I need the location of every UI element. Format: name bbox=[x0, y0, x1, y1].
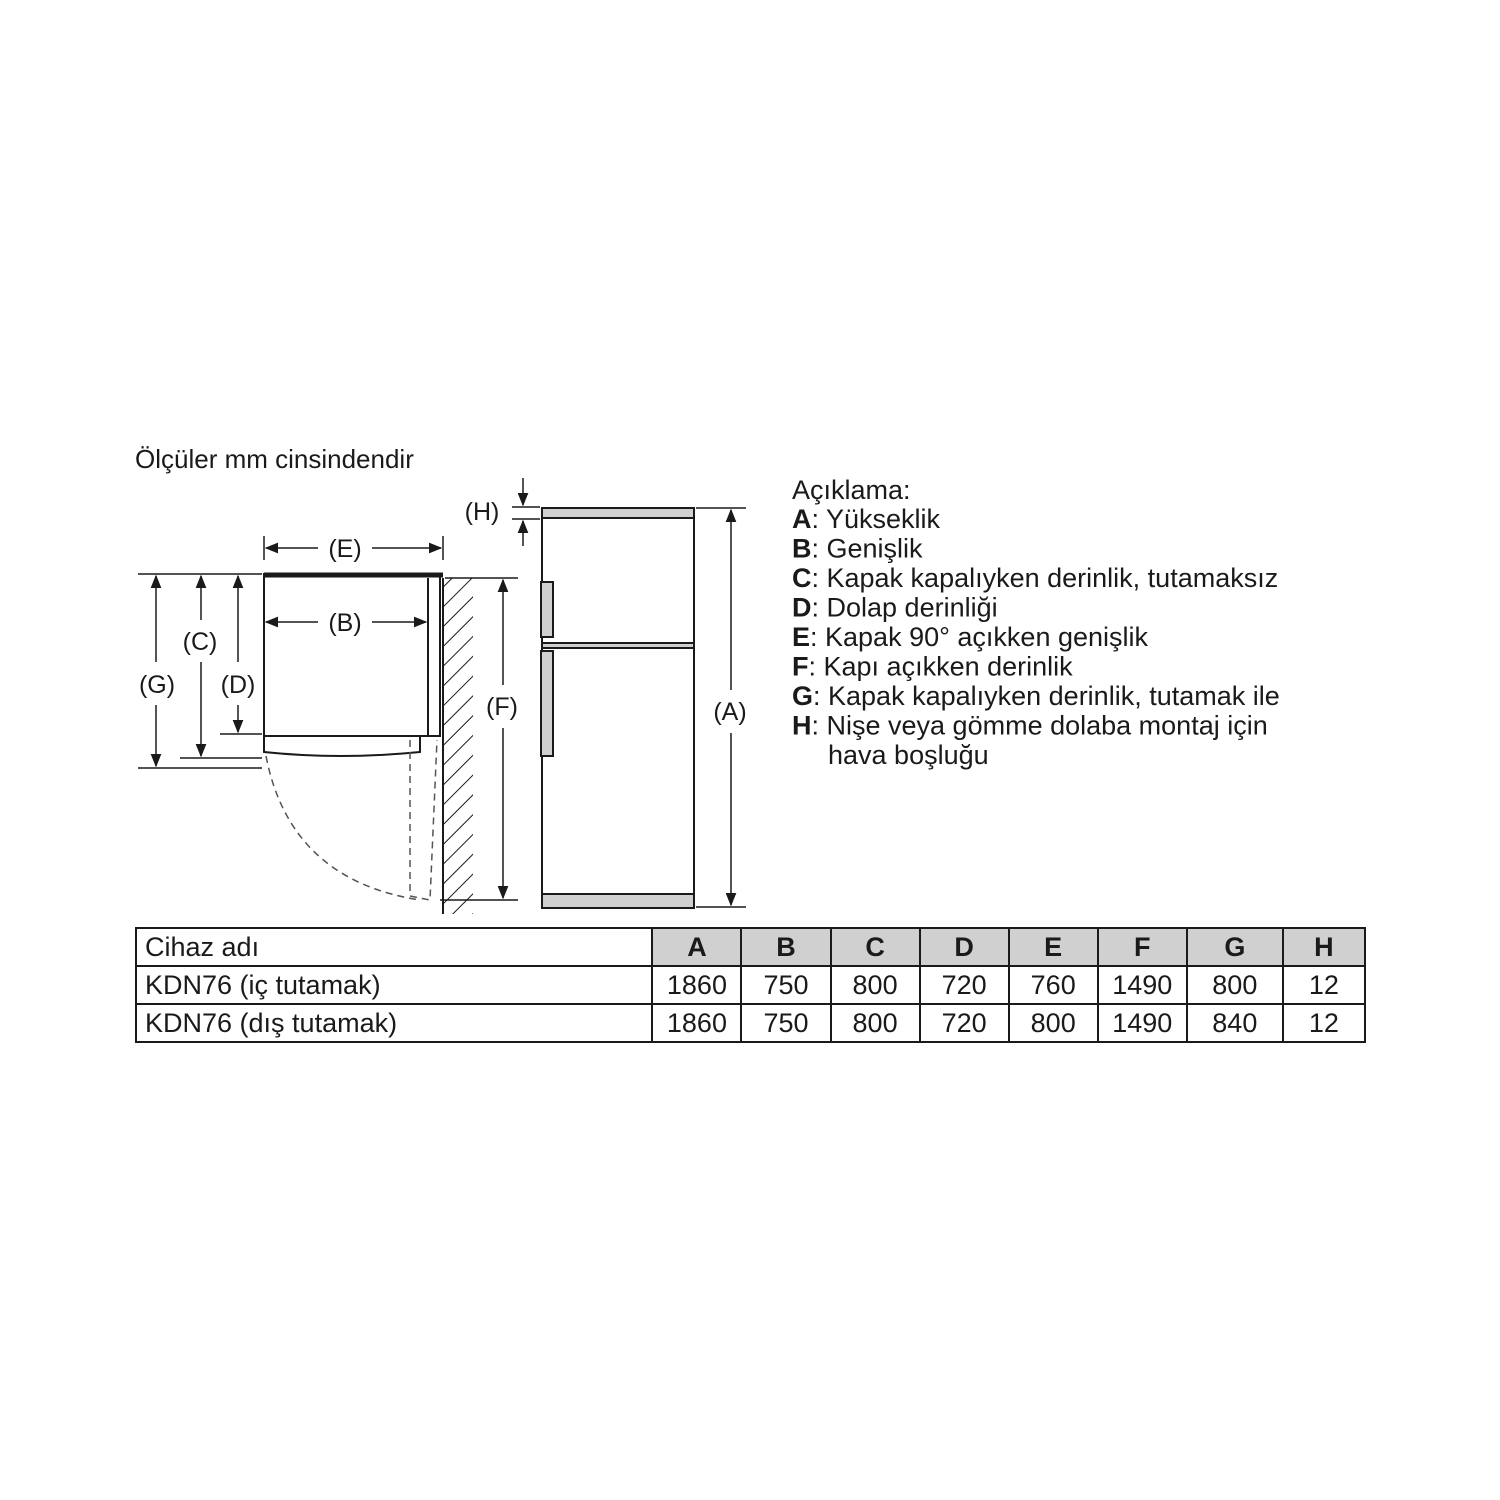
dim-label-c: (C) bbox=[182, 628, 218, 656]
legend-description: : Kapak 90° açıkken genişlik bbox=[810, 622, 1149, 652]
legend bbox=[792, 475, 1280, 770]
legend-item-h-continuation: hava boşluğu bbox=[828, 740, 989, 770]
value-cell-e: 760 bbox=[1009, 966, 1098, 1004]
dim-label-b: (B) bbox=[328, 609, 362, 637]
base-plinth bbox=[542, 894, 694, 908]
dim-label-h: (H) bbox=[464, 498, 500, 526]
legend-key: H bbox=[792, 710, 812, 741]
table-header-row bbox=[136, 928, 1365, 966]
door-gap bbox=[542, 643, 694, 648]
value-cell-a: 1860 bbox=[652, 1004, 741, 1042]
legend-key: G bbox=[792, 681, 814, 711]
device-name-header: Cihaz adı bbox=[136, 928, 652, 966]
legend-description: : Nişe veya gömme dolaba montaj için bbox=[811, 710, 1268, 741]
legend-description: : Yükseklik bbox=[811, 504, 941, 534]
value-cell-c: 800 bbox=[831, 1004, 920, 1042]
legend-key: E bbox=[792, 622, 811, 652]
legend-key: C bbox=[792, 563, 812, 593]
upper-handle bbox=[541, 582, 553, 637]
device-name-cell: KDN76 (iç tutamak) bbox=[136, 966, 652, 1004]
column-header-f: F bbox=[1098, 928, 1187, 966]
column-header-d: D bbox=[920, 928, 1009, 966]
legend-key: D bbox=[792, 592, 812, 623]
column-header-c: C bbox=[831, 928, 920, 966]
device-name-cell: KDN76 (dış tutamak) bbox=[136, 1004, 652, 1042]
value-cell-b: 750 bbox=[741, 966, 830, 1004]
column-header-g: G bbox=[1187, 928, 1283, 966]
value-cell-a: 1860 bbox=[652, 966, 741, 1004]
legend-description: : Genişlik bbox=[811, 533, 923, 564]
value-cell-b: 750 bbox=[741, 1004, 830, 1042]
legend-item-e bbox=[792, 622, 1149, 652]
legend-description: : Kapak kapalıyken derinlik, tutamak ile bbox=[813, 681, 1280, 711]
value-cell-f: 1490 bbox=[1098, 1004, 1187, 1042]
value-cell-d: 720 bbox=[920, 1004, 1009, 1042]
value-cell-h: 12 bbox=[1283, 966, 1365, 1004]
wall-hatch bbox=[443, 578, 473, 914]
legend-item-a bbox=[792, 504, 941, 534]
legend-item-h bbox=[792, 711, 1268, 741]
cabinet-body bbox=[264, 574, 440, 736]
legend-item-f bbox=[792, 652, 1073, 682]
column-header-b: B bbox=[741, 928, 830, 966]
lower-handle bbox=[541, 651, 553, 756]
top-cover bbox=[542, 508, 694, 518]
table-row bbox=[136, 1004, 1365, 1042]
column-header-a: A bbox=[652, 928, 741, 966]
door-swing-arc bbox=[266, 756, 420, 900]
door-open-outline bbox=[410, 740, 437, 900]
value-cell-f: 1490 bbox=[1098, 966, 1187, 1004]
legend-key: A bbox=[792, 504, 812, 534]
fridge-body bbox=[542, 508, 694, 908]
dim-label-d: (D) bbox=[220, 671, 256, 699]
legend-item-c bbox=[792, 563, 1278, 593]
top-view bbox=[138, 535, 518, 914]
legend-key: F bbox=[792, 651, 809, 682]
dim-label-e: (E) bbox=[328, 535, 362, 563]
legend-description: : Kapak kapalıyken derinlik, tutamaksız bbox=[811, 563, 1279, 593]
legend-description: : Dolap derinliği bbox=[811, 592, 998, 623]
dimension-table bbox=[135, 927, 1366, 1043]
dim-label-a: (A) bbox=[713, 698, 747, 726]
legend-item-b bbox=[792, 534, 923, 564]
value-cell-d: 720 bbox=[920, 966, 1009, 1004]
value-cell-h: 12 bbox=[1283, 1004, 1365, 1042]
legend-item-d bbox=[792, 593, 998, 623]
legend-description: : Kapı açıkken derinlik bbox=[808, 651, 1073, 682]
legend-item-g bbox=[792, 681, 1280, 711]
legend-key: B bbox=[792, 533, 812, 564]
column-header-h: H bbox=[1283, 928, 1365, 966]
door-closed bbox=[264, 736, 420, 756]
value-cell-g: 840 bbox=[1187, 1004, 1283, 1042]
column-header-e: E bbox=[1009, 928, 1098, 966]
diagram-title: Ölçüler mm cinsindendir bbox=[135, 444, 414, 474]
value-cell-e: 800 bbox=[1009, 1004, 1098, 1042]
value-cell-g: 800 bbox=[1187, 966, 1283, 1004]
dim-label-f: (F) bbox=[486, 693, 518, 721]
dim-label-g: (G) bbox=[138, 671, 176, 699]
value-cell-c: 800 bbox=[831, 966, 920, 1004]
table-row bbox=[136, 966, 1365, 1004]
legend-heading: Açıklama: bbox=[792, 475, 911, 505]
